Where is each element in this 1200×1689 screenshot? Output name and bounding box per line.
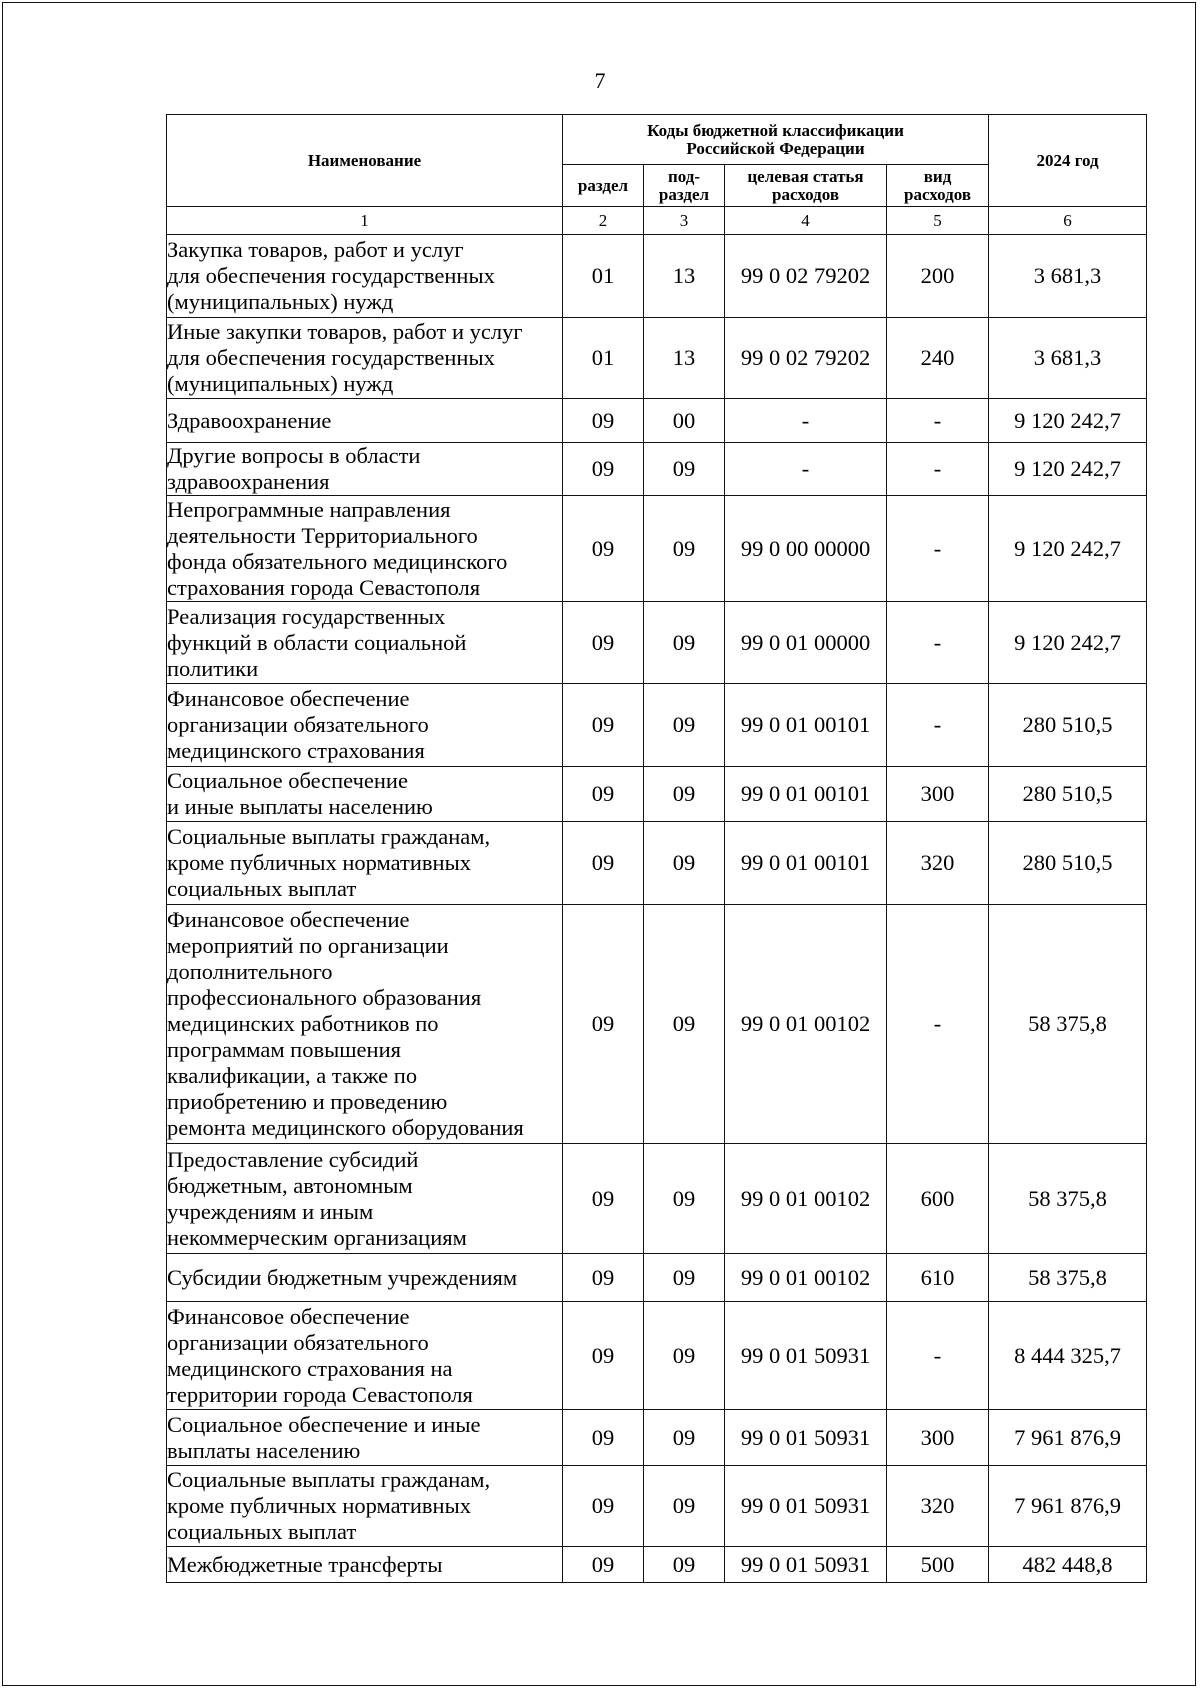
row-subsection: 09 — [644, 443, 725, 496]
row-expense-type: - — [887, 496, 989, 602]
table-row — [167, 1144, 1147, 1254]
row-name-line: организации обязательного — [167, 1329, 429, 1355]
row-amount: 280 510,5 — [989, 767, 1147, 822]
row-name — [167, 1144, 563, 1254]
row-target: 99 0 00 00000 — [725, 496, 887, 602]
row-section: 09 — [563, 1302, 644, 1410]
row-expense-type: - — [887, 399, 989, 443]
row-name-line: социальных выплат — [167, 876, 357, 901]
row-subsection: 09 — [644, 1547, 725, 1583]
row-expense-type: - — [887, 443, 989, 496]
row-name-line: мероприятий по организации — [167, 933, 449, 958]
row-name-line: Закупка товаров, работ и услуг — [167, 237, 464, 262]
row-expense-type: 300 — [887, 767, 989, 822]
row-expense-type: 320 — [887, 822, 989, 905]
row-name-line: страхования города Севастополя — [167, 574, 481, 600]
column-number-row — [167, 207, 1147, 235]
row-name-line: Другие вопросы в области — [167, 443, 421, 468]
row-expense-type: 600 — [887, 1144, 989, 1254]
row-section: 01 — [563, 235, 644, 318]
row-amount: 58 375,8 — [989, 905, 1147, 1144]
row-name — [167, 1410, 563, 1466]
row-subsection: 00 — [644, 399, 725, 443]
row-name-line: Здравоохранение — [167, 407, 332, 433]
header-codes-line2: Российской Федерации — [686, 138, 865, 158]
table-body — [167, 235, 1147, 1583]
table-row — [167, 1302, 1147, 1410]
row-expense-type: 500 — [887, 1547, 989, 1583]
row-section: 09 — [563, 767, 644, 822]
row-target: 99 0 01 50931 — [725, 1410, 887, 1466]
row-section: 09 — [563, 1547, 644, 1583]
row-name-line: Социальное обеспечение — [167, 768, 408, 793]
row-amount: 3 681,3 — [989, 318, 1147, 399]
table-row — [167, 905, 1147, 1144]
column-number: 3 — [644, 207, 725, 235]
row-name-line: ремонта медицинского оборудования — [167, 1115, 524, 1140]
row-name — [167, 496, 563, 602]
row-target: 99 0 01 00102 — [725, 1254, 887, 1302]
row-expense-type: - — [887, 602, 989, 684]
table-row — [167, 399, 1147, 443]
row-amount: 482 448,8 — [989, 1547, 1147, 1583]
header-target-line1: целевая статья — [747, 166, 864, 186]
column-number: 1 — [167, 207, 563, 235]
row-target: 99 0 01 50931 — [725, 1302, 887, 1410]
row-name — [167, 235, 563, 318]
table-row — [167, 496, 1147, 602]
page-number: 7 — [594, 68, 606, 93]
row-target: 99 0 01 00000 — [725, 602, 887, 684]
row-target: 99 0 01 50931 — [725, 1547, 887, 1583]
row-name-line: фонда обязательного медицинского — [167, 548, 508, 574]
row-subsection: 09 — [644, 602, 725, 684]
row-name-line: дополнительного — [167, 959, 333, 984]
row-name-line: Предоставление субсидий — [167, 1146, 419, 1172]
row-expense-type: - — [887, 684, 989, 767]
row-expense-type: - — [887, 1302, 989, 1410]
row-subsection: 13 — [644, 318, 725, 399]
column-number: 5 — [887, 207, 989, 235]
row-name-line: некоммерческим организациям — [167, 1224, 467, 1250]
row-name-line: Финансовое обеспечение — [167, 686, 410, 711]
row-name-line: Межбюджетные трансферты — [167, 1551, 443, 1577]
row-name-line: территории города Севастополя — [167, 1381, 473, 1407]
row-amount: 8 444 325,7 — [989, 1302, 1147, 1410]
header-expense-type-line1: вид — [923, 166, 952, 186]
row-amount: 280 510,5 — [989, 684, 1147, 767]
row-name — [167, 767, 563, 822]
header-subsection-line2: раздел — [658, 184, 710, 204]
table-row — [167, 318, 1147, 399]
row-amount: 7 961 876,9 — [989, 1466, 1147, 1547]
row-target: - — [725, 443, 887, 496]
row-name-line: для обеспечения государственных — [167, 345, 495, 370]
row-subsection: 09 — [644, 496, 725, 602]
row-name — [167, 822, 563, 905]
row-amount: 9 120 242,7 — [989, 602, 1147, 684]
row-name-line: медицинских работников по — [167, 1011, 439, 1036]
row-subsection: 09 — [644, 1144, 725, 1254]
row-name-line: деятельности Территориального — [167, 522, 478, 548]
row-section: 09 — [563, 1144, 644, 1254]
row-name-line: учреждениям и иным — [167, 1198, 374, 1224]
row-subsection: 09 — [644, 1254, 725, 1302]
row-section: 09 — [563, 905, 644, 1144]
row-name-line: кроме публичных нормативных — [167, 850, 471, 875]
row-section: 09 — [563, 684, 644, 767]
row-section: 09 — [563, 399, 644, 443]
row-name-line: Реализация государственных — [167, 603, 446, 629]
row-name-line: здравоохранения — [167, 469, 330, 494]
row-name-line: Субсидии бюджетным учреждениям — [167, 1264, 518, 1290]
row-subsection: 09 — [644, 822, 725, 905]
row-name-line: (муниципальных) нужд — [167, 371, 394, 396]
row-amount: 3 681,3 — [989, 235, 1147, 318]
row-amount: 58 375,8 — [989, 1254, 1147, 1302]
row-name-line: профессионального образования — [167, 985, 482, 1010]
header-codes-line1: Коды бюджетной классификации — [647, 120, 904, 140]
row-name-line: организации обязательного — [167, 712, 429, 737]
row-name — [167, 905, 563, 1144]
row-expense-type: 320 — [887, 1466, 989, 1547]
header-name: Наименование — [167, 115, 563, 207]
row-section: 09 — [563, 822, 644, 905]
row-amount: 9 120 242,7 — [989, 399, 1147, 443]
row-expense-type: - — [887, 905, 989, 1144]
row-target: 99 0 01 00102 — [725, 1144, 887, 1254]
row-subsection: 09 — [644, 767, 725, 822]
row-name-line: Социальные выплаты гражданам, — [167, 1467, 491, 1492]
header-expense-type — [887, 165, 989, 207]
row-target: 99 0 02 79202 — [725, 235, 887, 318]
row-name-line: приобретению и проведению — [167, 1089, 448, 1114]
row-section: 01 — [563, 318, 644, 399]
row-name-line: для обеспечения государственных — [167, 263, 495, 288]
row-amount: 280 510,5 — [989, 822, 1147, 905]
header-codes-group — [563, 115, 989, 165]
row-name — [167, 684, 563, 767]
row-name-line: и иные выплаты населению — [167, 794, 433, 819]
row-name-line: бюджетным, автономным — [167, 1172, 413, 1198]
row-section: 09 — [563, 1466, 644, 1547]
row-name-line: Иные закупки товаров, работ и услуг — [167, 319, 523, 344]
row-name — [167, 1466, 563, 1547]
row-name-line: социальных выплат — [167, 1519, 357, 1544]
row-name-line: медицинского страхования — [167, 738, 425, 763]
header-section: раздел — [563, 165, 644, 207]
column-number: 4 — [725, 207, 887, 235]
row-section: 09 — [563, 1410, 644, 1466]
row-name-line: Непрограммные направления — [167, 496, 451, 522]
row-section: 09 — [563, 496, 644, 602]
row-name-line: кроме публичных нормативных — [167, 1493, 471, 1518]
row-name-line: политики — [167, 655, 259, 681]
header-target-line2: расходов — [772, 184, 839, 204]
column-number: 2 — [563, 207, 644, 235]
row-amount: 7 961 876,9 — [989, 1410, 1147, 1466]
row-target: 99 0 01 50931 — [725, 1466, 887, 1547]
column-number: 6 — [989, 207, 1147, 235]
row-subsection: 09 — [644, 905, 725, 1144]
row-name — [167, 1547, 563, 1583]
row-section: 09 — [563, 443, 644, 496]
row-name-line: функций в области социальной — [167, 629, 467, 655]
row-amount: 58 375,8 — [989, 1144, 1147, 1254]
row-expense-type: 240 — [887, 318, 989, 399]
row-target: 99 0 01 00101 — [725, 822, 887, 905]
budget-table — [166, 114, 1147, 1583]
row-name — [167, 399, 563, 443]
row-expense-type: 610 — [887, 1254, 989, 1302]
header-subsection-line1: под- — [667, 166, 701, 186]
table-row — [167, 235, 1147, 318]
table-row — [167, 767, 1147, 822]
row-subsection: 09 — [644, 1466, 725, 1547]
table-row — [167, 1254, 1147, 1302]
row-target: - — [725, 399, 887, 443]
row-amount: 9 120 242,7 — [989, 443, 1147, 496]
row-name-line: квалификации, а также по — [167, 1063, 418, 1088]
row-name — [167, 602, 563, 684]
table-row — [167, 602, 1147, 684]
row-subsection: 09 — [644, 1302, 725, 1410]
row-target: 99 0 01 00101 — [725, 684, 887, 767]
row-target: 99 0 01 00101 — [725, 767, 887, 822]
header-year: 2024 год — [989, 115, 1147, 207]
row-name-line: программам повышения — [167, 1037, 401, 1062]
row-name-line: медицинского страхования на — [167, 1355, 453, 1381]
row-name-line: (муниципальных) нужд — [167, 289, 394, 314]
header-row — [167, 115, 1147, 165]
row-amount: 9 120 242,7 — [989, 496, 1147, 602]
header-target — [725, 165, 887, 207]
row-name — [167, 1302, 563, 1410]
row-name-line: Финансовое обеспечение — [167, 907, 410, 932]
row-expense-type: 300 — [887, 1410, 989, 1466]
row-subsection: 09 — [644, 1410, 725, 1466]
row-subsection: 13 — [644, 235, 725, 318]
row-subsection: 09 — [644, 684, 725, 767]
row-section: 09 — [563, 1254, 644, 1302]
header-expense-type-line2: расходов — [904, 184, 972, 204]
header-subsection — [644, 165, 725, 207]
table-row — [167, 443, 1147, 496]
row-name-line: Социальные выплаты гражданам, — [167, 824, 491, 849]
table-row — [167, 1547, 1147, 1583]
table-row — [167, 1410, 1147, 1466]
table-row — [167, 822, 1147, 905]
row-name — [167, 443, 563, 496]
row-section: 09 — [563, 602, 644, 684]
table-row — [167, 684, 1147, 767]
row-target: 99 0 02 79202 — [725, 318, 887, 399]
row-name-line: Социальное обеспечение и иные — [167, 1411, 481, 1437]
row-expense-type: 200 — [887, 235, 989, 318]
row-name — [167, 318, 563, 399]
row-name-line: Финансовое обеспечение — [167, 1303, 410, 1329]
row-name — [167, 1254, 563, 1302]
table-row — [167, 1466, 1147, 1547]
row-name-line: выплаты населению — [167, 1437, 361, 1463]
row-target: 99 0 01 00102 — [725, 905, 887, 1144]
